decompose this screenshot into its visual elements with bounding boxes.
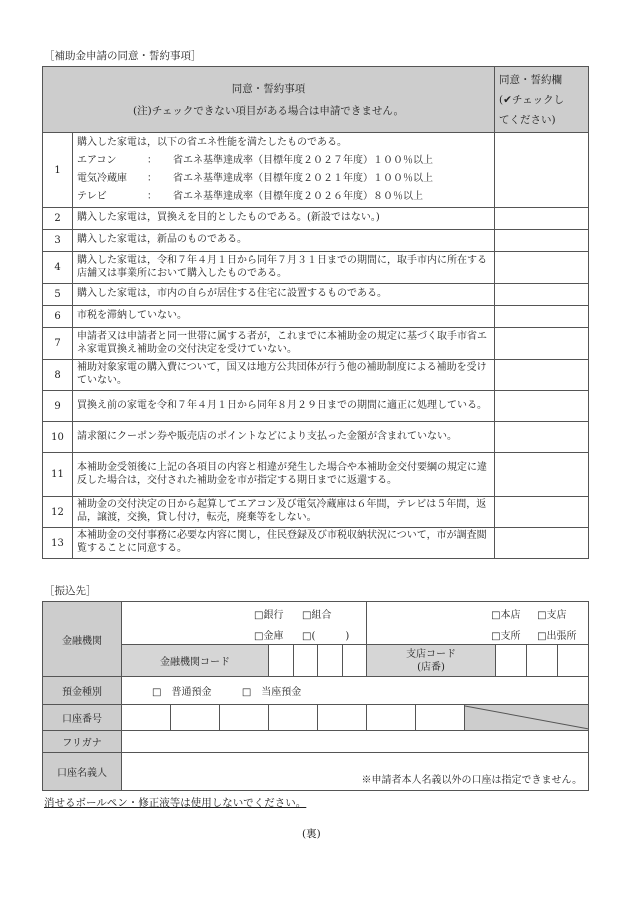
spec-kind: 電気冷蔵庫 (77, 173, 127, 184)
pledge-row-5 (43, 284, 589, 306)
code-digit-box[interactable] (269, 645, 294, 676)
account-type-row (43, 677, 589, 705)
row-number: 12 (43, 497, 73, 528)
pledge-row-4 (43, 252, 589, 284)
check-cell-10[interactable] (495, 422, 589, 453)
holder-row (43, 753, 589, 791)
branch-digit-box[interactable] (496, 645, 527, 677)
pledge-header-check (495, 67, 589, 133)
pen-warning: 消せるボールペン・修正液等は使用しないでください。 (44, 797, 307, 809)
bank-table (42, 601, 589, 791)
pledge-row-7 (43, 328, 589, 360)
check-cell-2[interactable] (495, 208, 589, 230)
spec-kind: テレビ (77, 191, 107, 202)
code-digit-box[interactable] (343, 645, 367, 676)
account-number-row (43, 705, 589, 731)
pledge-text: 本補助金の交付事務に必要な内容に関し，住民登録及び市税収納状況について，市が調査閲覧することに同意する。 (73, 528, 495, 559)
institution-code-label: 金融機関コード (122, 645, 269, 677)
spec-value: 省エネ基準達成率（目標年度２０２６年度）８０％以上 (173, 191, 423, 202)
pledge-row-13 (43, 528, 589, 559)
shutchojo-checkbox[interactable]: □出張所 (537, 631, 577, 642)
spec-colon: ： (147, 155, 157, 166)
branch-code-label (367, 645, 496, 677)
furigana-field[interactable] (122, 731, 589, 753)
page-label: (裏) (302, 828, 321, 840)
pledge-text: 購入した家電は，買換えを目的としたものである。(新設ではない。) (73, 208, 495, 230)
account-number-label: 口座番号 (43, 705, 122, 731)
furigana-row (43, 731, 589, 753)
branch-type-cell (367, 602, 589, 645)
bank-checkbox[interactable]: □銀行 (254, 610, 284, 621)
toza-checkbox[interactable]: □ 当座預金 (241, 687, 302, 698)
pledge-header-main (43, 67, 495, 133)
account-digit-box[interactable] (122, 705, 171, 731)
kinko-checkbox[interactable]: □金庫 (254, 631, 284, 642)
check-cell-11[interactable] (495, 453, 589, 497)
pledge-table (42, 66, 589, 559)
check-cell-9[interactable] (495, 391, 589, 422)
row-number: 2 (43, 208, 73, 230)
institution-row-1 (43, 602, 589, 622)
header-main-note: (注)チェックできない項目がある場合は申請できません。 (133, 104, 405, 117)
account-digit-box[interactable] (171, 705, 220, 731)
shiten-checkbox[interactable]: □支店 (537, 610, 567, 621)
pledge-row-9 (43, 391, 589, 422)
code-digit-box[interactable] (294, 645, 319, 676)
account-digit-box[interactable] (367, 705, 416, 731)
row-number: 11 (43, 453, 73, 497)
header-check-line1: 同意・誓約欄 (499, 73, 563, 86)
pledge-row-2 (43, 208, 589, 230)
pledge-row-10 (43, 422, 589, 453)
header-check-line3: てください) (499, 113, 556, 126)
shisho-checkbox[interactable]: □支所 (491, 631, 521, 642)
pledge-text: 市税を滞納していない。 (73, 306, 495, 328)
pledge-text: 買換え前の家電を令和７年４月１日から同年８月２９日までの期間に適正に処理している。 (73, 391, 495, 422)
account-digit-box[interactable] (269, 705, 318, 731)
kumiai-checkbox[interactable]: □組合 (302, 610, 332, 621)
check-cell-4[interactable] (495, 252, 589, 284)
spec-colon: ： (147, 191, 157, 202)
spec-row-fridge (77, 170, 490, 188)
row-number: 5 (43, 284, 73, 306)
pledge-text: 申請者又は申請者と同一世帯に属する者が，これまでに本補助金の規定に基づく取手市省エネ家電買換え補助金の交付決定を受けていない。 (73, 328, 495, 360)
branch-digit-box[interactable] (558, 645, 589, 677)
institution-code-boxes[interactable] (269, 645, 367, 677)
spec-kind: エアコン (77, 155, 117, 166)
check-cell-12[interactable] (495, 497, 589, 528)
pledge-text: 本補助金受領後に上記の各項目の内容と相違が発生した場合や本補助金交付要綱の規定に違反した場合は，交付された補助金を市が指定する期日までに返還する。 (73, 453, 495, 497)
pledge-section-title: ［補助金申請の同意・誓約事項］ (44, 50, 202, 62)
pledge-text: 購入した家電は，市内の自らが居住する住宅に設置するものである。 (73, 284, 495, 306)
honten-checkbox[interactable]: □本店 (491, 610, 521, 621)
account-type-label: 預金種別 (43, 677, 122, 705)
header-check-line2: (✔チェックし (499, 93, 565, 106)
row-number: 3 (43, 230, 73, 252)
spec-value: 省エネ基準達成率（目標年度２０２７年度）１００％以上 (173, 155, 433, 166)
holder-field[interactable] (122, 753, 589, 791)
pledge-row-8 (43, 360, 589, 391)
spec-row-aircon (77, 152, 490, 170)
row-number: 6 (43, 306, 73, 328)
diagonal-strike (465, 705, 589, 730)
pledge-text: 補助金の交付決定の日から起算してエアコン及び電気冷蔵庫は６年間，テレビは５年間，返品，譲渡，交換，貸し付け，転売，廃棄等をしない。 (73, 497, 495, 528)
check-cell-6[interactable] (495, 306, 589, 328)
pledge-row-11 (43, 453, 589, 497)
row-number: 8 (43, 360, 73, 391)
pledge-row-6 (43, 306, 589, 328)
account-type-options (122, 677, 589, 705)
pledge-text: 請求額にクーポン券や販売店のポイントなどにより支払った金額が含まれていない。 (73, 422, 495, 453)
pledge-header-row (43, 67, 589, 133)
pledge-row-3 (43, 230, 589, 252)
row-number: 10 (43, 422, 73, 453)
check-cell-13[interactable] (495, 528, 589, 559)
pledge-text: 補助対象家電の購入費について，国又は地方公共団体が行う他の補助制度による補助を受けていない。 (73, 360, 495, 391)
check-cell-5[interactable] (495, 284, 589, 306)
account-unused-area (465, 705, 589, 731)
institution-type-cell (122, 602, 367, 645)
check-cell-8[interactable] (495, 360, 589, 391)
account-digit-box[interactable] (416, 705, 465, 731)
row-number: 1 (43, 133, 73, 208)
row-number: 13 (43, 528, 73, 559)
pledge-text: 購入した家電は，令和７年４月１日から同年７月３１日までの期間に，取手市内に所在する店舗又は事業所において購入したものである。 (73, 252, 495, 284)
item1-intro: 購入した家電は，以下の省エネ性能を満たしたものである。 (77, 137, 347, 148)
check-cell-3[interactable] (495, 230, 589, 252)
header-main-title: 同意・誓約事項 (231, 82, 306, 95)
branch-code-title: 支店コード (406, 648, 457, 660)
branch-code-sub: (店番) (417, 661, 445, 673)
spec-colon: ： (147, 173, 157, 184)
spec-value: 省エネ基準達成率（目標年度２０２１年度）１００％以上 (173, 173, 433, 184)
institution-label: 金融機関 (43, 602, 122, 677)
spec-row-tv (77, 188, 490, 206)
futsu-checkbox[interactable]: □ 普通預金 (152, 687, 212, 698)
row-number: 7 (43, 328, 73, 360)
check-cell-1[interactable] (495, 133, 589, 208)
account-digit-box[interactable] (220, 705, 269, 731)
holder-note: ※申請者本人名義以外の口座は指定できません。 (361, 775, 583, 786)
branch-digit-box[interactable] (527, 645, 558, 677)
institution-code-row (43, 645, 589, 677)
account-digit-box[interactable] (318, 705, 367, 731)
pledge-row-12 (43, 497, 589, 528)
other-checkbox[interactable]: □( ) (302, 631, 350, 642)
holder-label: 口座名義人 (43, 753, 122, 791)
code-digit-box[interactable] (318, 645, 343, 676)
row-number: 9 (43, 391, 73, 422)
row-number: 4 (43, 252, 73, 284)
bank-section-title: ［振込先］ (44, 585, 97, 597)
pledge-text-1 (73, 133, 495, 208)
pledge-text: 購入した家電は，新品のものである。 (73, 230, 495, 252)
check-cell-7[interactable] (495, 328, 589, 360)
furigana-label: フリガナ (43, 731, 122, 753)
pledge-row-1 (43, 133, 589, 208)
